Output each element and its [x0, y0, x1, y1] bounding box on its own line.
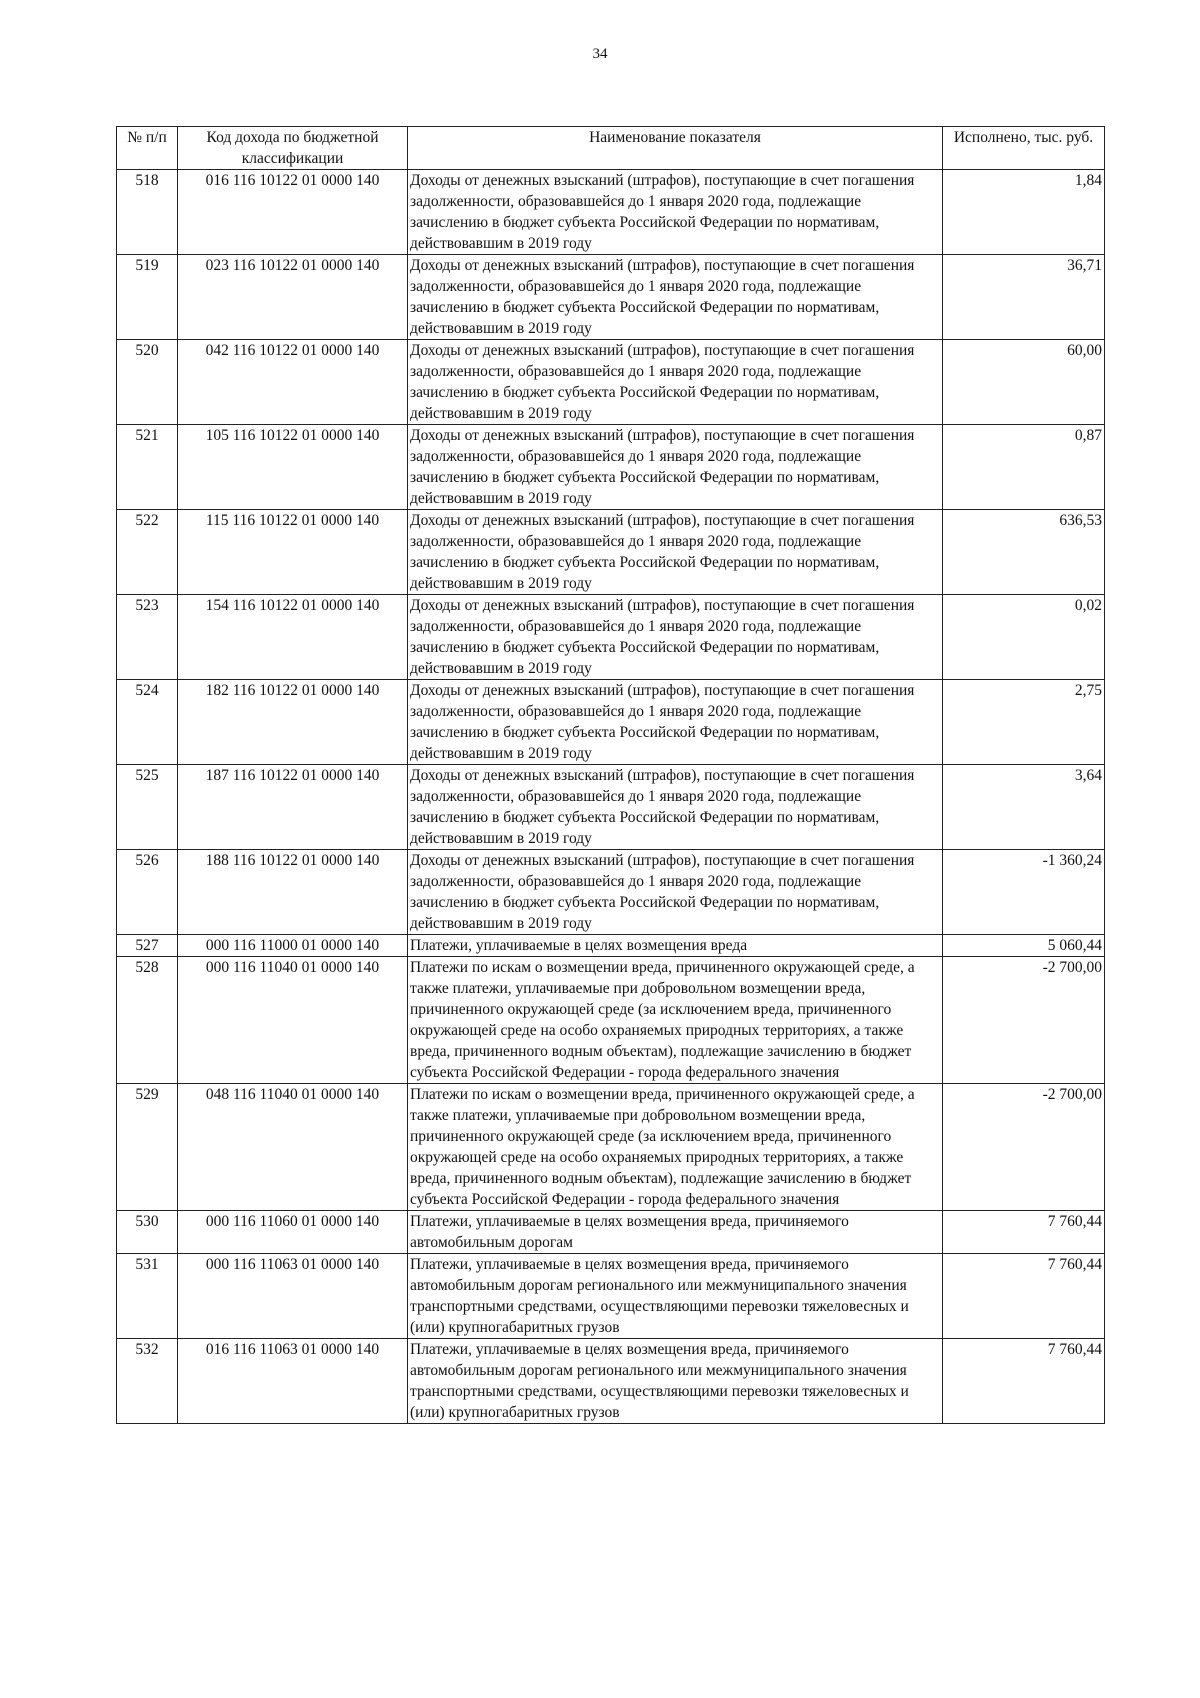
table-row [117, 425, 1105, 510]
table-row [117, 1084, 1105, 1211]
income-code: 188 116 10122 01 0000 140 [178, 850, 408, 935]
row-num: 524 [117, 680, 178, 765]
indicator-name: Платежи по искам о возмещении вреда, причиненного окружающей среде, а также платежи, уплачиваемые при добровольном возмещении вреда, причиненного окружающей среде (за исключением вреда, причиненного окружающей среде на особо охраняемых природных территориях, а также вреда, причиненного водным объектам), подлежащие зачислению в бюджет субъекта Российской Федерации - города федерального значения [408, 957, 943, 1084]
executed-amount: 5 060,44 [943, 935, 1105, 957]
executed-amount: 0,87 [943, 425, 1105, 510]
income-code: 042 116 10122 01 0000 140 [178, 340, 408, 425]
income-code: 187 116 10122 01 0000 140 [178, 765, 408, 850]
table-row [117, 1211, 1105, 1254]
income-code: 048 116 11040 01 0000 140 [178, 1084, 408, 1211]
header-code: Код дохода по бюджетной классификации [178, 127, 408, 170]
income-code: 000 116 11063 01 0000 140 [178, 1254, 408, 1339]
table-row [117, 935, 1105, 957]
header-executed: Исполнено, тыс. руб. [943, 127, 1105, 170]
executed-amount: -2 700,00 [943, 957, 1105, 1084]
income-code: 000 116 11060 01 0000 140 [178, 1211, 408, 1254]
page-number: 34 [592, 46, 608, 62]
executed-amount: 60,00 [943, 340, 1105, 425]
indicator-name: Доходы от денежных взысканий (штрафов), поступающие в счет погашения задолженности, образовавшейся до 1 января 2020 года, подлежащие зачислению в бюджет субъекта Российской Федерации по нормативам, действовавшим в 2019 году [408, 595, 943, 680]
executed-amount: 7 760,44 [943, 1254, 1105, 1339]
income-code: 023 116 10122 01 0000 140 [178, 255, 408, 340]
executed-amount: 7 760,44 [943, 1339, 1105, 1424]
row-num: 530 [117, 1211, 178, 1254]
row-num: 520 [117, 340, 178, 425]
row-num: 529 [117, 1084, 178, 1211]
table-row [117, 595, 1105, 680]
indicator-name: Платежи по искам о возмещении вреда, причиненного окружающей среде, а также платежи, уплачиваемые при добровольном возмещении вреда, причиненного окружающей среде (за исключением вреда, причиненного окружающей среде на особо охраняемых природных территориях, а также вреда, причиненного водным объектам), подлежащие зачислению в бюджет субъекта Российской Федерации - города федерального значения [408, 1084, 943, 1211]
indicator-name: Платежи, уплачиваемые в целях возмещения вреда, причиняемого автомобильным дорогам регионального или межмуниципального значения транспортными средствами, осуществляющими перевозки тяжеловесных и (или) крупногабаритных грузов [408, 1254, 943, 1339]
table-row [117, 340, 1105, 425]
indicator-name: Доходы от денежных взысканий (штрафов), поступающие в счет погашения задолженности, образовавшейся до 1 января 2020 года, подлежащие зачислению в бюджет субъекта Российской Федерации по нормативам, действовавшим в 2019 году [408, 680, 943, 765]
income-code: 115 116 10122 01 0000 140 [178, 510, 408, 595]
table-row [117, 957, 1105, 1084]
income-code: 016 116 10122 01 0000 140 [178, 170, 408, 255]
indicator-name: Доходы от денежных взысканий (штрафов), поступающие в счет погашения задолженности, образовавшейся до 1 января 2020 года, подлежащие зачислению в бюджет субъекта Российской Федерации по нормативам, действовавшим в 2019 году [408, 425, 943, 510]
executed-amount: 3,64 [943, 765, 1105, 850]
row-num: 519 [117, 255, 178, 340]
row-num: 525 [117, 765, 178, 850]
income-code: 154 116 10122 01 0000 140 [178, 595, 408, 680]
row-num: 523 [117, 595, 178, 680]
indicator-name: Платежи, уплачиваемые в целях возмещения вреда, причиняемого автомобильным дорогам [408, 1211, 943, 1254]
row-num: 527 [117, 935, 178, 957]
executed-amount: 7 760,44 [943, 1211, 1105, 1254]
row-num: 518 [117, 170, 178, 255]
row-num: 522 [117, 510, 178, 595]
table-body [117, 170, 1105, 1424]
header-num: № п/п [117, 127, 178, 170]
table-row [117, 765, 1105, 850]
income-code: 000 116 11040 01 0000 140 [178, 957, 408, 1084]
executed-amount: 36,71 [943, 255, 1105, 340]
row-num: 526 [117, 850, 178, 935]
income-code: 016 116 11063 01 0000 140 [178, 1339, 408, 1424]
table-row [117, 255, 1105, 340]
indicator-name: Доходы от денежных взысканий (штрафов), поступающие в счет погашения задолженности, образовавшейся до 1 января 2020 года, подлежащие зачислению в бюджет субъекта Российской Федерации по нормативам, действовавшим в 2019 году [408, 765, 943, 850]
executed-amount: 1,84 [943, 170, 1105, 255]
indicator-name: Доходы от денежных взысканий (штрафов), поступающие в счет погашения задолженности, образовавшейся до 1 января 2020 года, подлежащие зачислению в бюджет субъекта Российской Федерации по нормативам, действовавшим в 2019 году [408, 255, 943, 340]
row-num: 532 [117, 1339, 178, 1424]
row-num: 521 [117, 425, 178, 510]
executed-amount: -1 360,24 [943, 850, 1105, 935]
table-row [117, 850, 1105, 935]
table-row [117, 170, 1105, 255]
budget-income-table [116, 126, 1105, 1424]
table-row [117, 680, 1105, 765]
indicator-name: Платежи, уплачиваемые в целях возмещения вреда, причиняемого автомобильным дорогам регионального или межмуниципального значения транспортными средствами, осуществляющими перевозки тяжеловесных и (или) крупногабаритных грузов [408, 1339, 943, 1424]
indicator-name: Доходы от денежных взысканий (штрафов), поступающие в счет погашения задолженности, образовавшейся до 1 января 2020 года, подлежащие зачислению в бюджет субъекта Российской Федерации по нормативам, действовавшим в 2019 году [408, 510, 943, 595]
income-code: 182 116 10122 01 0000 140 [178, 680, 408, 765]
row-num: 528 [117, 957, 178, 1084]
indicator-name: Платежи, уплачиваемые в целях возмещения вреда [408, 935, 943, 957]
header-name: Наименование показателя [408, 127, 943, 170]
indicator-name: Доходы от денежных взысканий (штрафов), поступающие в счет погашения задолженности, образовавшейся до 1 января 2020 года, подлежащие зачислению в бюджет субъекта Российской Федерации по нормативам, действовавшим в 2019 году [408, 340, 943, 425]
income-code: 000 116 11000 01 0000 140 [178, 935, 408, 957]
indicator-name: Доходы от денежных взысканий (штрафов), поступающие в счет погашения задолженности, образовавшейся до 1 января 2020 года, подлежащие зачислению в бюджет субъекта Российской Федерации по нормативам, действовавшим в 2019 году [408, 170, 943, 255]
executed-amount: 2,75 [943, 680, 1105, 765]
table-header-row [117, 127, 1105, 170]
table-row [117, 1254, 1105, 1339]
executed-amount: 0,02 [943, 595, 1105, 680]
row-num: 531 [117, 1254, 178, 1339]
table-row [117, 510, 1105, 595]
table-row [117, 1339, 1105, 1424]
indicator-name: Доходы от денежных взысканий (штрафов), поступающие в счет погашения задолженности, образовавшейся до 1 января 2020 года, подлежащие зачислению в бюджет субъекта Российской Федерации по нормативам, действовавшим в 2019 году [408, 850, 943, 935]
executed-amount: -2 700,00 [943, 1084, 1105, 1211]
executed-amount: 636,53 [943, 510, 1105, 595]
income-code: 105 116 10122 01 0000 140 [178, 425, 408, 510]
